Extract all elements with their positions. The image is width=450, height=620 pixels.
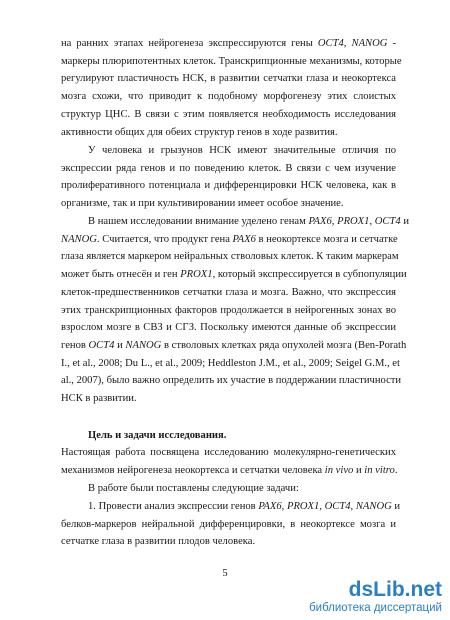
section-heading: Цель и задачи исследования.	[88, 430, 227, 441]
text-line: NANOG. Считается, что продукт гена PAX6 в неокортексе мозга и сетчатке	[61, 233, 398, 245]
text-line: пролиферативного потенциала и дифференцировки НСК человека, как в	[61, 180, 396, 192]
text-line: 1. Провести анализ экспрессии генов PAX6, PROX1, OCT4, NANOG и	[88, 501, 401, 512]
text-line: глаза является маркером нейральных стволовых клеток. К таким маркерам	[61, 251, 399, 263]
gene-name: in vivo	[324, 464, 354, 476]
text-line: белков-маркеров нейральной дифференцировки, в неокортексе мозга и	[61, 518, 396, 530]
paragraph-2	[61, 142, 396, 213]
text-line: этих транскрипционных факторов продолжается в нейрогенных зонах во	[61, 304, 396, 316]
page-number: 5	[222, 568, 228, 579]
gene-name: PROX1	[286, 501, 320, 512]
paragraph-1	[61, 35, 402, 141]
gene-name: NANOG	[351, 38, 388, 49]
gene-name: NANOG	[355, 501, 392, 512]
text-line: маркеры плюрипотентных клеток. Транскрипционные механизмы, которые	[61, 55, 402, 67]
text-line: экспрессии ряда генов и по поведению клеток. В связи с чем изучение	[61, 162, 396, 174]
gene-name: OCT4	[324, 501, 351, 512]
gene-name: OCT4	[317, 38, 344, 49]
text-line: генов OCT4 и NANOG в стволовых клетках ряда опухолей мозга (Ben-Porath	[61, 339, 407, 351]
text-line: I., et al., 2008; Du L., et al., 2009; Heddleston J.M., et al., 2009; Seigel G.M., et	[61, 357, 400, 369]
dslib-watermark-logo	[298, 580, 446, 616]
paragraph-4	[61, 444, 396, 479]
text-line: на ранних этапах нейрогенеза экспрессируются гены OCT4, NANOG -	[61, 38, 396, 49]
text-line: структур ЦНС. В связи с этим появляется необходимость исследования	[61, 108, 396, 120]
text-line: клеток-предшественников сетчатки глаза и мозга. Важно, что экспрессия	[61, 286, 396, 298]
watermark-title: dsLib.net	[348, 578, 442, 601]
text-line: активности общих для обеих структур генов в ходе развития.	[61, 126, 338, 138]
text-line: может быть отнесён и ген PROX1, который экспрессируется в субпопуляции	[61, 269, 407, 281]
gene-name: in vitro	[364, 464, 395, 476]
text-line: сетчатке глаза в развитии плодов человека.	[61, 536, 256, 548]
gene-name: PROX1	[337, 216, 370, 227]
gene-name: PROX1	[180, 269, 213, 281]
paragraph-3	[61, 213, 409, 408]
gene-name: NANOG	[61, 233, 97, 245]
gene-name: OCT4	[88, 339, 115, 351]
text-line: Настоящая работа посвящена исследованию молекулярно-генетических	[61, 447, 396, 458]
text-line: НСК в развитии.	[61, 393, 137, 405]
task-list-item-1	[61, 498, 401, 551]
text-line: организме, так и при культивировании имеет особое значение.	[61, 198, 344, 210]
text-line: взрослом мозге в СВЗ и СГЗ. Поскольку имеются данные об экспрессии	[61, 322, 396, 334]
text-line: мозга схожи, что приводит к подобному морфогенезу этих слоистых	[61, 91, 396, 103]
watermark-subtitle: библиотека диссертаций	[309, 602, 442, 614]
gene-name: OCT4	[374, 216, 401, 227]
paragraph-5	[61, 480, 396, 498]
gene-name: NANOG	[125, 339, 162, 351]
text-line: У человека и грызунов НСК имеют значительные отличия по	[88, 145, 396, 156]
text-line: регулируют пластичность НСК, в развитии сетчатки глаза и неокортекса	[61, 73, 396, 85]
text-line: al., 2007), было важно определить их участие в поддержании пластичности	[61, 375, 402, 387]
text-line: В работе были поставлены следующие задачи:	[88, 483, 299, 494]
gene-name: PAX6	[308, 216, 332, 227]
gene-name: PAX6	[258, 501, 282, 512]
text-line: механизмов нейрогенеза неокортекса и сетчатки человека in vivo и in vitro.	[61, 464, 398, 476]
gene-name: PAX6	[232, 233, 256, 245]
text-line: В нашем исследовании внимание уделено генам PAX6, PROX1, OCT4 и	[88, 216, 409, 227]
